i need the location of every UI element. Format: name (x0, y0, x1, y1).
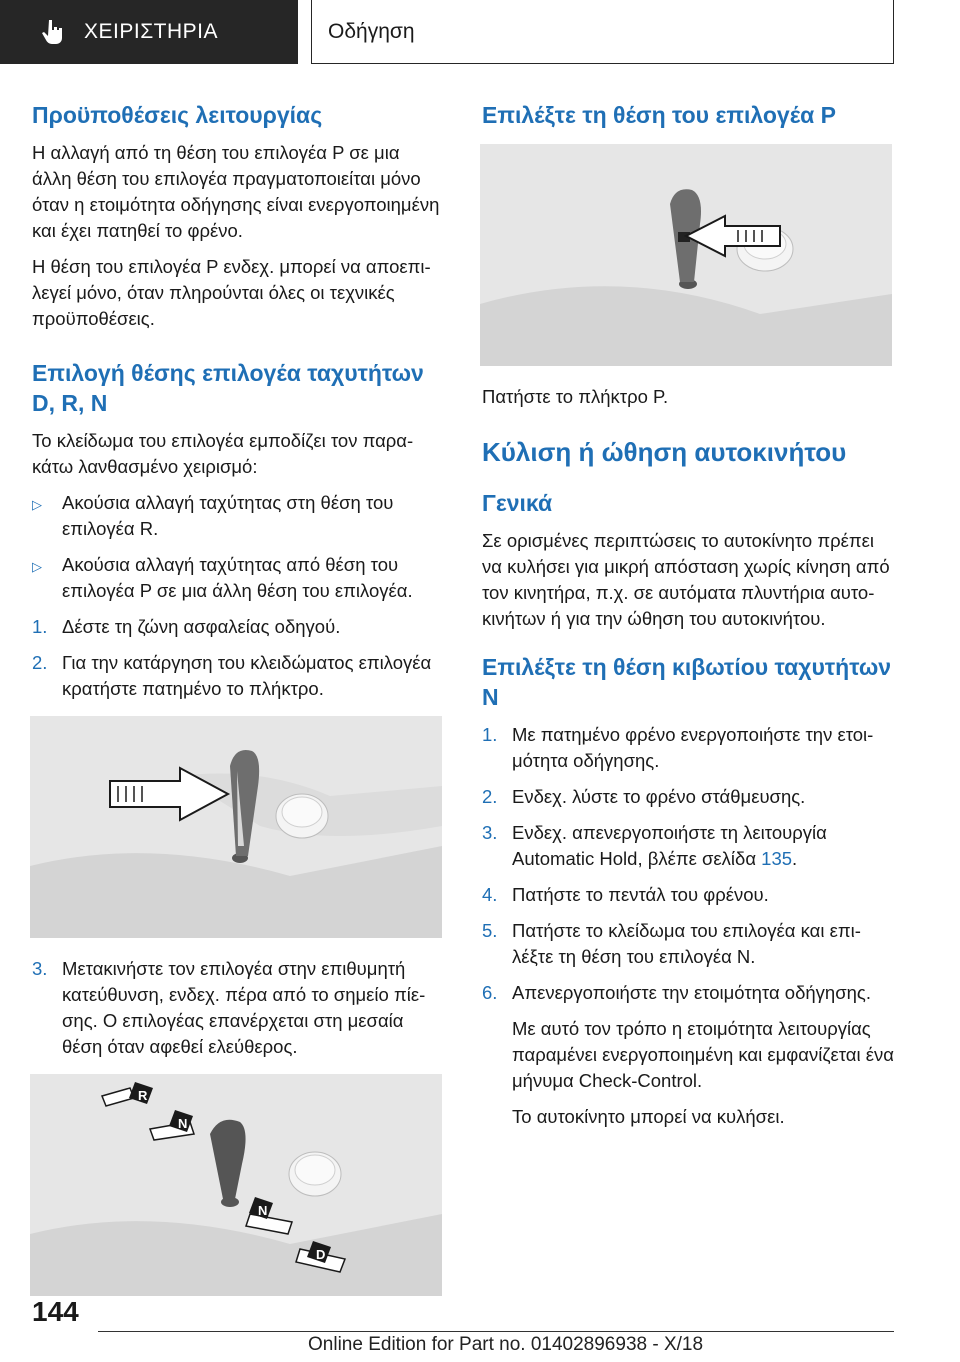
heading-select-drn: Επιλογή θέσης επιλογέα ταχυτήτων D, R, N (32, 360, 424, 416)
gear-label-r: R (138, 1088, 148, 1103)
step-text: Δέστε τη ζώνη ασφαλείας οδηγού. (62, 616, 341, 637)
page-number: 144 (32, 1296, 79, 1327)
p-button-illustration (480, 144, 892, 366)
step-note: Το αυτοκίνητο μπορεί να κυλήσει. (512, 1106, 785, 1127)
triangle-bullet-icon: ▷ (32, 497, 42, 512)
step-number: 3. (32, 958, 48, 979)
step-number: 2. (482, 786, 498, 807)
gear-positions-illustration (30, 1074, 442, 1296)
step-item (32, 650, 444, 702)
step-text: Με πατημένο φρένο ενεργοποιήστε την ετοιμότητα οδήγησης. (512, 724, 874, 771)
heading-prerequisites: Προϋποθέσεις λειτουργίας (32, 102, 323, 128)
step-item (32, 956, 444, 1060)
gear-selector-unlock-illustration (30, 716, 442, 938)
step-number: 6. (482, 982, 498, 1003)
step-item (482, 882, 894, 908)
heading-general: Γενικά (482, 490, 553, 516)
bullet-item (32, 490, 444, 542)
paragraph: Σε ορισμένες περιπτώσεις το αυτοκίνητο πρέπει να κυλήσει για μικρή απόσταση χωρίς κίνηση από τον κινητήρα, π.χ. σε αυτόματα πλυντήρια αυτοκινήτων ή για την ώθηση του αυτοκινήτου. (482, 530, 890, 629)
gear-label-n-upper: N (178, 1116, 188, 1131)
step-number: 1. (32, 616, 48, 637)
section-tab (0, 0, 298, 64)
chapter-box (311, 0, 894, 64)
step-text-tail: . (792, 848, 798, 869)
edition-footer: Online Edition for Part no. 01402896938 - X/18 (308, 1334, 704, 1355)
gear-label-d: D (316, 1247, 326, 1262)
step-text: Μετακινήστε τον επιλογέα στην επιθυμητή κατεύθυνση, ενδεχ. πέρα από το σημείο πίεσης. Ο επιλογέας επανέρχεται στη μεσαία θέση όταν αφεθεί ελεύθερος. (62, 958, 426, 1057)
step-number: 2. (32, 652, 48, 673)
step-text: Απενεργοποιήστε την ετοιμότητα οδήγησης. (512, 982, 871, 1003)
step-text: Για την κατάργηση του κλειδώματος επιλογέα κρατήστε πατημένο το πλήκτρο. (62, 652, 432, 699)
step-item (482, 722, 894, 774)
section-title: ΧΕΙΡΙΣΤΗΡΙΑ (84, 20, 219, 43)
hand-pointer-icon (42, 18, 66, 46)
paragraph: Η θέση του επιλογέα P ενδεχ. μπορεί να αποεπιλεγεί μόνο, όταν πληρούνται όλες οι τεχνικές προϋποθέσεις. (32, 256, 431, 329)
gear-label-n-lower: N (258, 1203, 268, 1218)
bullet-text: Ακούσια αλλαγή ταχύτητας από θέση του επιλογέα P σε μια άλλη θέση του επιλογέα. (62, 554, 413, 601)
step-item (482, 980, 894, 1006)
chapter-title: Οδήγηση (328, 19, 415, 43)
left-column (32, 100, 444, 1314)
heading-select-neutral: Επιλέξτε τη θέση κιβωτίου ταχυτήτων N (482, 654, 892, 710)
step-note: Με αυτό τον τρόπο η ετοιμότητα λειτουργίας παραμένει ενεργοποιημένη και εμφανίζεται ένα μήνυμα Check-Control. (512, 1018, 894, 1091)
bullet-item (32, 552, 444, 604)
step-text: Πατήστε το κλείδωμα του επιλογέα και επιλέξτε τη θέση του επιλογέα N. (512, 920, 861, 967)
figure-caption: Πατήστε το πλήκτρο P. (482, 386, 669, 407)
step-text: Πατήστε το πεντάλ του φρένου. (512, 884, 769, 905)
step-item (482, 820, 894, 872)
paragraph: Η αλλαγή από τη θέση του επιλογέα P σε μια άλλη θέση του επιλογέα πραγματοποιείται μόνο όταν η ετοιμότητα οδήγησης είναι ενεργοποιημένη και έχει πατηθεί το φρένο. (32, 142, 440, 241)
step-number: 5. (482, 920, 498, 941)
bullet-text: Ακούσια αλλαγή ταχύτητας στη θέση του επιλογέα R. (62, 492, 394, 539)
step-item (32, 614, 444, 640)
step-number: 4. (482, 884, 498, 905)
step-text-with-link (512, 820, 894, 872)
step-text: Ενδεχ. λύστε το φρένο στάθμευσης. (512, 786, 806, 807)
paragraph: Το κλείδωμα του επιλογέα εμποδίζει τον παρακάτω λανθασμένο χειρισμό: (32, 430, 414, 477)
triangle-bullet-icon: ▷ (32, 559, 42, 574)
heading-select-p: Επιλέξτε τη θέση του επιλογέα P (482, 102, 836, 128)
step-text: Ενδεχ. απενεργοποιήστε τη λειτουργία Automatic Hold, βλέπε σελίδα (512, 822, 827, 869)
step-item (482, 784, 894, 810)
step-number: 3. (482, 822, 498, 843)
step-item (482, 918, 894, 970)
step-number: 1. (482, 724, 498, 745)
footer-divider (98, 1331, 894, 1332)
page-reference-link[interactable]: 135 (761, 848, 793, 869)
right-column (482, 100, 894, 1140)
heading-rolling: Κύλιση ή ώθηση αυτοκινήτου (482, 437, 847, 467)
